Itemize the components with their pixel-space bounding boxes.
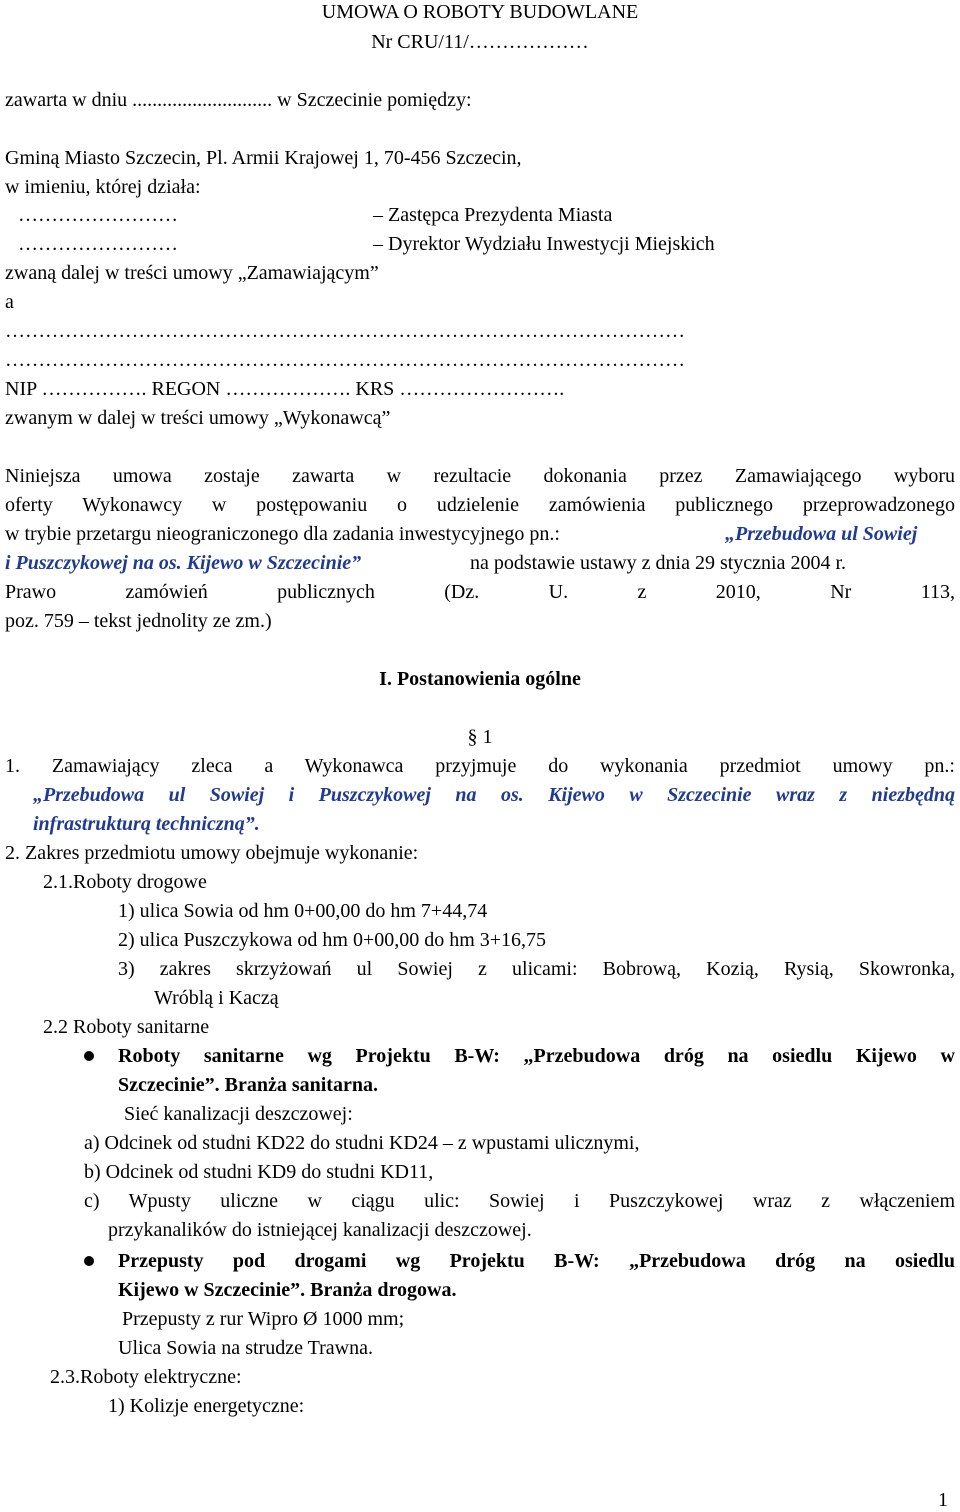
blank-line-1: ………………………………………………………………………………………… xyxy=(5,320,685,342)
and-line: a xyxy=(5,291,14,313)
acting-line: w imieniu, której działa: xyxy=(5,176,201,198)
rep2-role: – Dyrektor Wydziału Inwestycji Miejskich xyxy=(373,233,715,255)
sewer-item-c-line-1: c) Wpusty uliczne w ciągu ulic: Sowiej i Puszczykowej wraz z włączeniem xyxy=(84,1190,955,1212)
road-item-1: 1) ulica Sowia od hm 0+00,00 do hm 7+44,74 xyxy=(118,900,488,922)
intro-line-1: Niniejsza umowa zostaje zawarta w rezultacie dokonania przez Zamawiającego wyboru xyxy=(5,465,955,487)
culvert-bullet-line-1: Przepusty pod drogami wg Projektu B-W: „Przebudowa dróg na osiedlu xyxy=(118,1250,955,1272)
electric-item-1: 1) Kolizje energetyczne: xyxy=(108,1395,305,1417)
sewer-item-a: a) Odcinek od studni KD22 do studni KD24 – z wpustami ulicznymi, xyxy=(84,1132,640,1154)
subsection-2-2: 2.2 Roboty sanitarne xyxy=(43,1016,210,1038)
intro-line-6: poz. 759 – tekst jednolity ze zm.) xyxy=(5,610,272,632)
task-name-part-2: i Puszczykowej na os. Kijewo w Szczecinie” xyxy=(5,552,362,574)
road-item-3-line-2: Wróblą i Kaczą xyxy=(154,987,279,1009)
section-heading: I. Postanowienia ogólne xyxy=(379,668,581,690)
road-item-3-line-1: 3) zakres skrzyżowań ul Sowiej z ulicami: Bobrową, Kozią, Rysią, Skowronka, xyxy=(118,958,955,980)
page-number: 1 xyxy=(938,1489,948,1511)
culvert-bullet-line-2: Kijewo w Szczecinie”. Branża drogowa. xyxy=(118,1279,457,1301)
intro-line-5: Prawo zamówień publicznych (Dz. U. z 2010, Nr 113, xyxy=(5,581,955,603)
sewer-item-b: b) Odcinek od studni KD9 do studni KD11, xyxy=(84,1161,434,1183)
sewer-item-c-line-2: przykanalików do istniejącej kanalizacji deszczowej. xyxy=(108,1219,532,1241)
clause-1-line-3: infrastrukturą techniczną”. xyxy=(33,813,260,835)
clause-1-line-1: 1. Zamawiający zleca a Wykonawca przyjmuje do wykonania przedmiot umowy pn.: xyxy=(5,755,955,777)
paragraph-number: § 1 xyxy=(467,726,493,748)
contract-title: UMOWA O ROBOTY BUDOWLANE xyxy=(321,1,639,23)
clause-1-line-2: „Przebudowa ul Sowiej i Puszczykowej na os. Kijewo w Szczecinie wraz z niezbędną xyxy=(33,784,955,806)
sewer-heading: Sieć kanalizacji deszczowej: xyxy=(124,1103,353,1125)
blank-line-2: ………………………………………………………………………………………… xyxy=(5,349,685,371)
culvert-detail: Przepusty z rur Wipro Ø 1000 mm; xyxy=(122,1308,405,1330)
sanitary-bullet-line-2: Szczecinie”. Branża sanitarna. xyxy=(118,1074,378,1096)
intro-line-2: oferty Wykonawcy w postępowaniu o udzielenie zamówienia publicznego przeprowadzonego xyxy=(5,494,955,516)
task-name-part-1: „Przebudowa ul Sowiej xyxy=(725,523,918,545)
street-detail: Ulica Sowia na strudze Trawna. xyxy=(118,1337,373,1359)
sanitary-bullet-line-1: Roboty sanitarne wg Projektu B-W: „Przebudowa dróg na osiedlu Kijewo w xyxy=(118,1045,955,1067)
rep1-role: – Zastępca Prezydenta Miasta xyxy=(373,204,613,226)
contract-number: Nr CRU/11/……………… xyxy=(371,31,589,53)
rep1-dots: …………………… xyxy=(18,204,178,226)
clause-2: 2. Zakres przedmiotu umowy obejmuje wykonanie: xyxy=(5,842,419,864)
rep2-dots: …………………… xyxy=(18,233,178,255)
intro-line-3a: w trybie przetargu nieograniczonego dla zadania inwestycyjnego pn.: xyxy=(5,523,560,545)
bullet-2 xyxy=(84,1256,94,1266)
ids-line: NIP ……………. REGON ………………. KRS ……………………. xyxy=(5,378,565,400)
subsection-2-3: 2.3.Roboty elektryczne: xyxy=(50,1366,242,1388)
employer-line: Gminą Miasto Szczecin, Pl. Armii Krajowej 1, 70-456 Szczecin, xyxy=(5,147,522,169)
road-item-2: 2) ulica Puszczykowa od hm 0+00,00 do hm 3+16,75 xyxy=(118,929,547,951)
contractor-alias: zwanym w dalej w treści umowy „Wykonawcą” xyxy=(5,407,391,429)
subsection-2-1: 2.1.Roboty drogowe xyxy=(43,871,207,893)
employer-alias: zwaną dalej w treści umowy „Zamawiającym” xyxy=(5,262,379,284)
bullet-1 xyxy=(84,1051,94,1061)
intro-line-4b: na podstawie ustawy z dnia 29 stycznia 2004 r. xyxy=(470,552,847,574)
date-line: zawarta w dniu ............................ w Szczecinie pomiędzy: xyxy=(5,89,472,111)
